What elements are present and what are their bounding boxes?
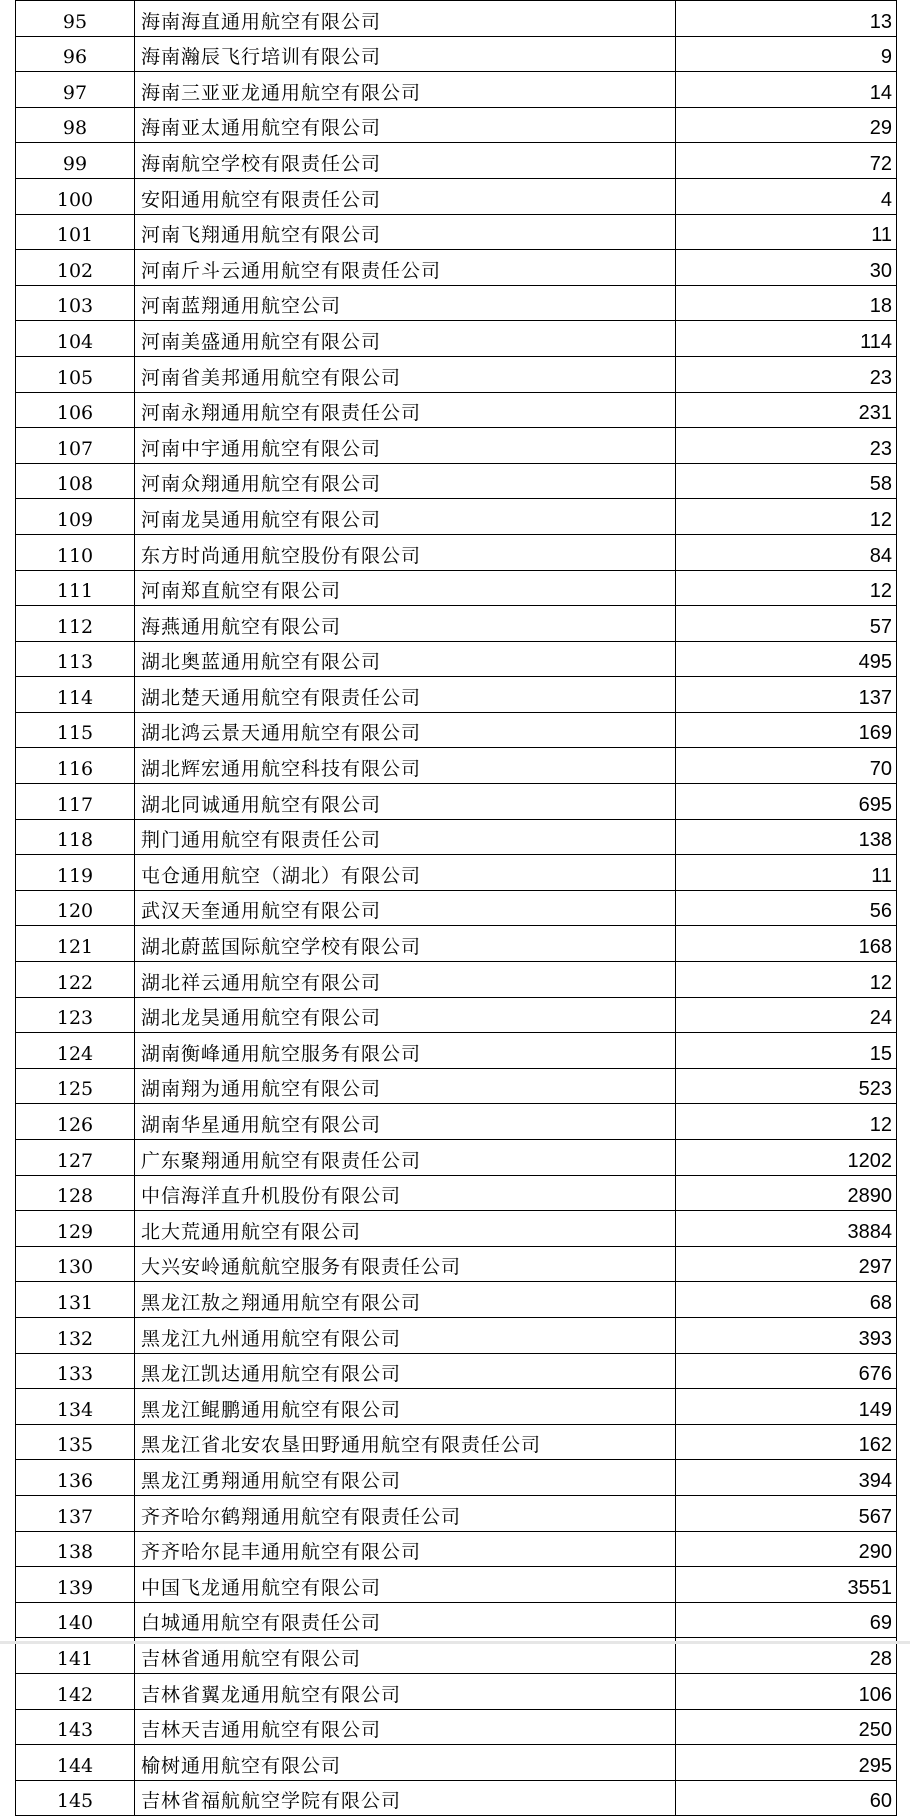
value-cell: 60 <box>676 1780 897 1816</box>
table-row <box>16 321 897 357</box>
table-row <box>16 855 897 891</box>
value-cell: 495 <box>676 641 897 677</box>
row-number-cell: 122 <box>16 962 135 998</box>
value-cell: 695 <box>676 784 897 820</box>
row-number-cell: 141 <box>16 1638 135 1674</box>
company-name-cell: 北大荒通用航空有限公司 <box>135 1211 676 1247</box>
table-row <box>16 250 897 286</box>
company-name-cell: 大兴安岭通航航空服务有限责任公司 <box>135 1246 676 1282</box>
company-name-cell: 湖北辉宏通用航空科技有限公司 <box>135 748 676 784</box>
value-cell: 138 <box>676 819 897 855</box>
company-name-cell: 榆树通用航空有限公司 <box>135 1745 676 1781</box>
row-number-cell: 134 <box>16 1389 135 1425</box>
row-number-cell: 144 <box>16 1745 135 1781</box>
company-name-cell: 河南美盛通用航空有限公司 <box>135 321 676 357</box>
value-cell: 295 <box>676 1745 897 1781</box>
value-cell: 3884 <box>676 1211 897 1247</box>
company-name-cell: 海南三亚亚龙通用航空有限公司 <box>135 72 676 108</box>
value-cell: 12 <box>676 499 897 535</box>
company-name-cell: 黑龙江敖之翔通用航空有限公司 <box>135 1282 676 1318</box>
company-name-cell: 白城通用航空有限责任公司 <box>135 1602 676 1638</box>
table-row <box>16 1 897 37</box>
company-name-cell: 河南中宇通用航空有限公司 <box>135 428 676 464</box>
company-name-cell: 黑龙江鲲鹏通用航空有限公司 <box>135 1389 676 1425</box>
row-number-cell: 105 <box>16 356 135 392</box>
table-row <box>16 641 897 677</box>
table-row <box>16 570 897 606</box>
company-name-cell: 河南蓝翔通用航空公司 <box>135 285 676 321</box>
value-cell: 84 <box>676 534 897 570</box>
value-cell: 162 <box>676 1424 897 1460</box>
table-row <box>16 1709 897 1745</box>
table-row <box>16 962 897 998</box>
table-row <box>16 356 897 392</box>
table-row <box>16 1211 897 1247</box>
company-name-cell: 吉林省通用航空有限公司 <box>135 1638 676 1674</box>
row-number-cell: 136 <box>16 1460 135 1496</box>
value-cell: 4 <box>676 178 897 214</box>
table-row <box>16 1140 897 1176</box>
table-row <box>16 428 897 464</box>
table-row <box>16 392 897 428</box>
row-number-cell: 126 <box>16 1104 135 1140</box>
table-row <box>16 1175 897 1211</box>
row-number-cell: 109 <box>16 499 135 535</box>
row-number-cell: 118 <box>16 819 135 855</box>
company-name-cell: 中国飞龙通用航空有限公司 <box>135 1567 676 1603</box>
row-number-cell: 135 <box>16 1424 135 1460</box>
table-row <box>16 1567 897 1603</box>
company-name-cell: 海南航空学校有限责任公司 <box>135 143 676 179</box>
table-row <box>16 1317 897 1353</box>
company-name-cell: 吉林天吉通用航空有限公司 <box>135 1709 676 1745</box>
value-cell: 9 <box>676 36 897 72</box>
value-cell: 12 <box>676 1104 897 1140</box>
row-number-cell: 96 <box>16 36 135 72</box>
value-cell: 393 <box>676 1317 897 1353</box>
value-cell: 567 <box>676 1495 897 1531</box>
table-row <box>16 1673 897 1709</box>
table-row <box>16 1495 897 1531</box>
row-number-cell: 107 <box>16 428 135 464</box>
table-row <box>16 499 897 535</box>
row-number-cell: 95 <box>16 1 135 37</box>
value-cell: 149 <box>676 1389 897 1425</box>
row-number-cell: 124 <box>16 1033 135 1069</box>
table-row <box>16 1104 897 1140</box>
row-number-cell: 121 <box>16 926 135 962</box>
value-cell: 676 <box>676 1353 897 1389</box>
row-number-cell: 119 <box>16 855 135 891</box>
row-number-cell: 140 <box>16 1602 135 1638</box>
company-name-cell: 海南海直通用航空有限公司 <box>135 1 676 37</box>
row-number-cell: 138 <box>16 1531 135 1567</box>
row-number-cell: 98 <box>16 107 135 143</box>
table-row <box>16 1531 897 1567</box>
company-name-cell: 安阳通用航空有限责任公司 <box>135 178 676 214</box>
row-number-cell: 108 <box>16 463 135 499</box>
table-row <box>16 1068 897 1104</box>
table-row <box>16 1282 897 1318</box>
value-cell: 13 <box>676 1 897 37</box>
table-row <box>16 107 897 143</box>
company-name-cell: 武汉天奎通用航空有限公司 <box>135 890 676 926</box>
row-number-cell: 129 <box>16 1211 135 1247</box>
company-name-cell: 湖南翔为通用航空有限公司 <box>135 1068 676 1104</box>
company-name-cell: 湖南华星通用航空有限公司 <box>135 1104 676 1140</box>
row-number-cell: 125 <box>16 1068 135 1104</box>
value-cell: 169 <box>676 712 897 748</box>
value-cell: 2890 <box>676 1175 897 1211</box>
table-row <box>16 214 897 250</box>
value-cell: 11 <box>676 214 897 250</box>
table-row <box>16 285 897 321</box>
row-number-cell: 145 <box>16 1780 135 1816</box>
table-row <box>16 890 897 926</box>
company-name-cell: 广东聚翔通用航空有限责任公司 <box>135 1140 676 1176</box>
table-row <box>16 1353 897 1389</box>
row-number-cell: 97 <box>16 72 135 108</box>
table-row <box>16 1460 897 1496</box>
value-cell: 69 <box>676 1602 897 1638</box>
company-name-cell: 齐齐哈尔昆丰通用航空有限公司 <box>135 1531 676 1567</box>
table-row <box>16 1602 897 1638</box>
table-row <box>16 819 897 855</box>
company-name-cell: 吉林省翼龙通用航空有限公司 <box>135 1673 676 1709</box>
value-cell: 14 <box>676 72 897 108</box>
company-name-cell: 湖北蔚蓝国际航空学校有限公司 <box>135 926 676 962</box>
value-cell: 1202 <box>676 1140 897 1176</box>
company-name-cell: 黑龙江凯达通用航空有限公司 <box>135 1353 676 1389</box>
value-cell: 231 <box>676 392 897 428</box>
row-number-cell: 112 <box>16 606 135 642</box>
row-number-cell: 117 <box>16 784 135 820</box>
table-row <box>16 72 897 108</box>
company-name-cell: 东方时尚通用航空股份有限公司 <box>135 534 676 570</box>
table-row <box>16 784 897 820</box>
company-name-cell: 河南郑直航空有限公司 <box>135 570 676 606</box>
value-cell: 30 <box>676 250 897 286</box>
row-number-cell: 137 <box>16 1495 135 1531</box>
value-cell: 56 <box>676 890 897 926</box>
company-table-body <box>16 1 897 1816</box>
row-number-cell: 127 <box>16 1140 135 1176</box>
table-row <box>16 1424 897 1460</box>
table-row <box>16 1780 897 1816</box>
company-name-cell: 湖北祥云通用航空有限公司 <box>135 962 676 998</box>
table-row <box>16 1246 897 1282</box>
row-number-cell: 101 <box>16 214 135 250</box>
value-cell: 137 <box>676 677 897 713</box>
company-name-cell: 湖北龙昊通用航空有限公司 <box>135 997 676 1033</box>
value-cell: 114 <box>676 321 897 357</box>
row-number-cell: 102 <box>16 250 135 286</box>
company-name-cell: 河南飞翔通用航空有限公司 <box>135 214 676 250</box>
company-name-cell: 中信海洋直升机股份有限公司 <box>135 1175 676 1211</box>
company-name-cell: 河南斤斗云通用航空有限责任公司 <box>135 250 676 286</box>
company-name-cell: 吉林省福航航空学院有限公司 <box>135 1780 676 1816</box>
table-row <box>16 926 897 962</box>
company-name-cell: 河南永翔通用航空有限责任公司 <box>135 392 676 428</box>
row-number-cell: 106 <box>16 392 135 428</box>
row-number-cell: 120 <box>16 890 135 926</box>
value-cell: 15 <box>676 1033 897 1069</box>
company-name-cell: 黑龙江勇翔通用航空有限公司 <box>135 1460 676 1496</box>
value-cell: 68 <box>676 1282 897 1318</box>
company-name-cell: 河南省美邦通用航空有限公司 <box>135 356 676 392</box>
value-cell: 523 <box>676 1068 897 1104</box>
company-name-cell: 黑龙江省北安农垦田野通用航空有限责任公司 <box>135 1424 676 1460</box>
value-cell: 28 <box>676 1638 897 1674</box>
table-row <box>16 1033 897 1069</box>
value-cell: 18 <box>676 285 897 321</box>
company-name-cell: 河南众翔通用航空有限公司 <box>135 463 676 499</box>
company-name-cell: 湖北同诚通用航空有限公司 <box>135 784 676 820</box>
row-number-cell: 130 <box>16 1246 135 1282</box>
row-number-cell: 100 <box>16 178 135 214</box>
table-row <box>16 1389 897 1425</box>
company-name-cell: 齐齐哈尔鹤翔通用航空有限责任公司 <box>135 1495 676 1531</box>
company-name-cell: 黑龙江九州通用航空有限公司 <box>135 1317 676 1353</box>
value-cell: 57 <box>676 606 897 642</box>
value-cell: 24 <box>676 997 897 1033</box>
value-cell: 11 <box>676 855 897 891</box>
row-number-cell: 142 <box>16 1673 135 1709</box>
value-cell: 72 <box>676 143 897 179</box>
company-name-cell: 湖北奥蓝通用航空有限公司 <box>135 641 676 677</box>
row-number-cell: 99 <box>16 143 135 179</box>
value-cell: 70 <box>676 748 897 784</box>
value-cell: 250 <box>676 1709 897 1745</box>
value-cell: 394 <box>676 1460 897 1496</box>
row-number-cell: 113 <box>16 641 135 677</box>
value-cell: 58 <box>676 463 897 499</box>
table-row <box>16 677 897 713</box>
table-row <box>16 143 897 179</box>
company-name-cell: 海南瀚辰飞行培训有限公司 <box>135 36 676 72</box>
company-name-cell: 海南亚太通用航空有限公司 <box>135 107 676 143</box>
table-row <box>16 997 897 1033</box>
value-cell: 29 <box>676 107 897 143</box>
table-row <box>16 36 897 72</box>
company-name-cell: 湖北楚天通用航空有限责任公司 <box>135 677 676 713</box>
table-row <box>16 748 897 784</box>
row-number-cell: 139 <box>16 1567 135 1603</box>
value-cell: 23 <box>676 428 897 464</box>
row-number-cell: 132 <box>16 1317 135 1353</box>
row-number-cell: 133 <box>16 1353 135 1389</box>
value-cell: 23 <box>676 356 897 392</box>
company-name-cell: 湖南衡峰通用航空服务有限公司 <box>135 1033 676 1069</box>
value-cell: 168 <box>676 926 897 962</box>
row-number-cell: 123 <box>16 997 135 1033</box>
company-name-cell: 屯仓通用航空（湖北）有限公司 <box>135 855 676 891</box>
row-number-cell: 128 <box>16 1175 135 1211</box>
row-number-cell: 110 <box>16 534 135 570</box>
table-row <box>16 1745 897 1781</box>
row-number-cell: 111 <box>16 570 135 606</box>
value-cell: 12 <box>676 570 897 606</box>
row-number-cell: 115 <box>16 712 135 748</box>
table-row <box>16 606 897 642</box>
table-row <box>16 463 897 499</box>
table-row <box>16 534 897 570</box>
row-number-cell: 103 <box>16 285 135 321</box>
company-name-cell: 湖北鸿云景天通用航空有限公司 <box>135 712 676 748</box>
company-name-cell: 河南龙昊通用航空有限公司 <box>135 499 676 535</box>
row-number-cell: 143 <box>16 1709 135 1745</box>
row-number-cell: 131 <box>16 1282 135 1318</box>
value-cell: 3551 <box>676 1567 897 1603</box>
value-cell: 106 <box>676 1673 897 1709</box>
table-row <box>16 712 897 748</box>
value-cell: 12 <box>676 962 897 998</box>
table-row <box>16 178 897 214</box>
value-cell: 297 <box>676 1246 897 1282</box>
row-number-cell: 114 <box>16 677 135 713</box>
value-cell: 290 <box>676 1531 897 1567</box>
row-number-cell: 116 <box>16 748 135 784</box>
row-number-cell: 104 <box>16 321 135 357</box>
company-name-cell: 海燕通用航空有限公司 <box>135 606 676 642</box>
company-table <box>15 0 897 1816</box>
company-name-cell: 荆门通用航空有限责任公司 <box>135 819 676 855</box>
